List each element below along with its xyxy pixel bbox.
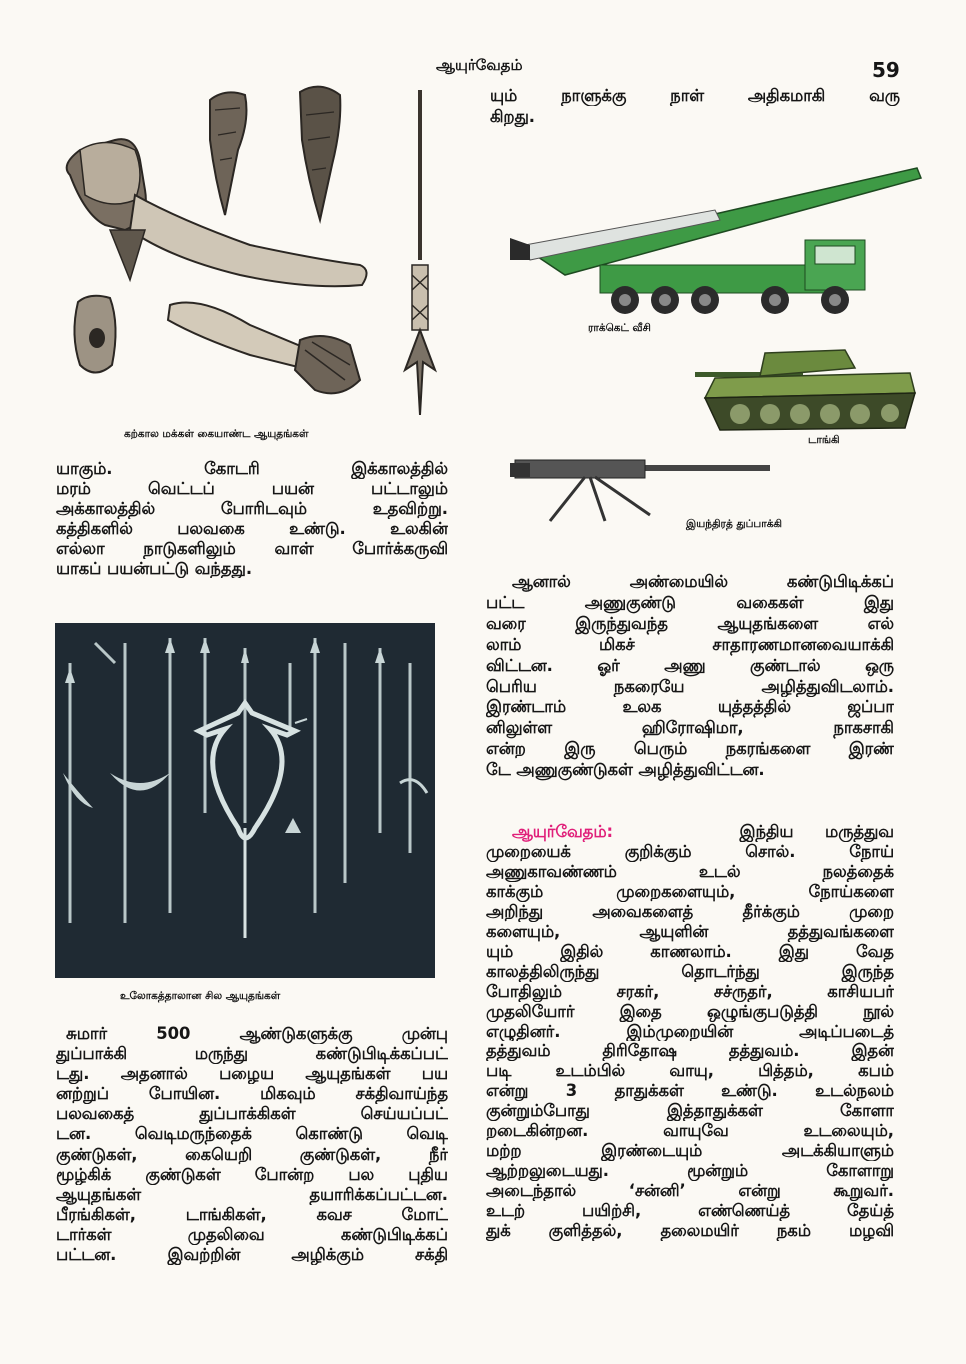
text-line: துப்பாக்கி மருந்து கண்டுபிடிக்கப்பட்: [56, 1044, 448, 1064]
text-line: பட்ட அணுகுண்டு வகைகள் இது: [486, 592, 894, 612]
text-line: காலத்திலிருந்து தொடர்ந்து இருந்த: [486, 961, 894, 981]
text-line: குன்றும்போது இத்தாதுக்கள் கோளா: [486, 1101, 894, 1121]
ayurveda-first-rest: இந்திய மருத்துவ: [739, 822, 894, 841]
text-line: பீரங்கிகள், டாங்கிகள், கவச மோட்: [56, 1204, 448, 1224]
ayurveda-first-line: [486, 822, 894, 842]
text-line: முறையைக் குறிக்கும் சொல். நோய்: [486, 841, 894, 861]
text-line: தத்துவம் திரிதோஷ தத்துவம். இதன்: [486, 1041, 894, 1061]
text-line: என்ற இரு பெரும் நகரங்களை இரண்: [486, 739, 894, 759]
machine-gun-figure: [510, 455, 775, 525]
text-line: யாகப் பயன்பட்டு வந்தது.: [56, 558, 253, 578]
text-line: யும் நாளுக்கு நாள் அதிகமாகி வரு: [490, 86, 900, 105]
text-line: மரம் வெட்டப் பயன் பட்டாலும்: [56, 478, 448, 498]
rocket-launcher-caption: ராக்கெட் வீசி: [588, 322, 651, 334]
text-line: லாம் மிகச் சாதாரணமானவையாக்கி: [486, 634, 894, 654]
text-line: ஆற்றலுடையது. மூன்றும் கோளாறு: [486, 1161, 894, 1181]
text-line: என்று 3 தாதுக்கள் உண்டு. உடல்நலம்: [486, 1081, 894, 1101]
text-line: கத்திகளில் பலவகை உண்டு. உலகின்: [56, 518, 448, 538]
metal-weapons-illustration: [55, 623, 435, 978]
text-line: விட்டன. ஓர் அணு குண்டால் ஒரு: [486, 655, 894, 675]
stone-age-caption: கற்கால மக்கள் கையாண்ட ஆயுதங்கள்: [124, 428, 309, 440]
text-line: கிறது.: [490, 107, 536, 126]
text-line: துக் குளித்தல், தலைமயிர் நகம் மழவி: [486, 1221, 894, 1241]
tank-caption: டாங்கி: [808, 434, 840, 446]
text-line: ஆயுதங்கள் தயாரிக்கப்பட்டன.: [56, 1184, 448, 1204]
metal-weapons-caption: உலோகத்தாலான சில ஆயுதங்கள்: [120, 990, 281, 1002]
text-line: அறிந்து அவைகளைத் தீர்க்கும் முறை: [486, 901, 894, 921]
right-paragraph-top: [490, 85, 900, 127]
text-line: னிலுள்ள ஹிரோஷிமா, நாகசாகி: [486, 718, 894, 738]
running-header: ஆயுர்வேதம்: [436, 56, 523, 74]
text-line: டது. அதனால் பழைய ஆயுதங்கள் பய: [56, 1064, 448, 1084]
text-line: முதலியோர் இதை ஒழுங்குபடுத்தி நூல்: [486, 1001, 894, 1021]
left-paragraph-2: [56, 1024, 448, 1265]
left-paragraph-1: [56, 459, 448, 578]
right-paragraph-atom: [486, 572, 894, 781]
text-line: போதிலும் சரகர், சச்ருதர், காசியபர்: [486, 981, 894, 1001]
text-line: படி உடம்பில் வாயு, பித்தம், கபம்: [486, 1061, 894, 1081]
text-line: உடற் பயிற்சி, எண்ணெய்த் தேய்த்: [486, 1201, 894, 1221]
text-line: பலவகைத் துப்பாக்கிகள் செய்யப்பட்: [56, 1104, 448, 1124]
ayurveda-term: ஆயுர்வேதம்:: [512, 822, 614, 841]
text-line: அடைந்தால் ‘சன்னி’ என்று கூறுவர்.: [486, 1181, 894, 1201]
text-line: குண்டுகள், கையெறி குண்டுகள், நீர்: [56, 1144, 448, 1164]
machine-gun-illustration: [510, 455, 775, 525]
text-line: னற்றுப் போயின. மிகவும் சக்திவாய்ந்த: [56, 1084, 448, 1104]
text-line: மற்ற இரண்டையும் அடக்கியாளும்: [486, 1141, 894, 1161]
metal-weapons-photo: [55, 623, 435, 978]
stone-age-weapons-figure: [50, 80, 450, 420]
text-line: யும் இதில் காணலாம். இது வேத: [486, 941, 894, 961]
text-line: டே அணுகுண்டுகள் அழித்துவிட்டன.: [486, 760, 765, 780]
text-line: களையும், ஆயுளின் தத்துவங்களை: [486, 921, 894, 941]
text-line: வரை இருந்துவந்த ஆயுதங்களை எல்: [486, 613, 894, 633]
text-line: யாகும். கோடரி இக்காலத்தில்: [56, 459, 448, 478]
right-paragraph-ayurveda: [486, 822, 894, 1241]
text-line: அக்காலத்தில் போரிடவும் உதவிற்று.: [56, 498, 448, 518]
text-line: டார்கள் முதலிவை கண்டுபிடிக்கப்: [56, 1224, 448, 1244]
tank-illustration: [695, 338, 920, 433]
machine-gun-caption: இயந்திரத் துப்பாக்கி: [686, 518, 783, 530]
page-number: 59: [872, 58, 900, 82]
stone-age-weapons-illustration: [50, 80, 450, 420]
text-line: அணுகாவண்ணம் உடல் நலத்தைக்: [486, 861, 894, 881]
text-line: றடைகின்றன. வாயுவே உடலையும்,: [486, 1121, 894, 1141]
text-line: டன. வெடிமருந்தைக் கொண்டு வெடி: [56, 1124, 448, 1144]
rocket-launcher-figure: [505, 160, 925, 320]
text-line: எல்லா நாடுகளிலும் வாள் போர்க்கருவி: [56, 538, 448, 558]
text-line: இரண்டாம் உலக யுத்தத்தில் ஜப்பா: [486, 697, 894, 717]
text-line: மூழ்கிக் குண்டுகள் போன்ற பல புதிய: [56, 1164, 448, 1184]
text-line: சுமார் 500 ஆண்டுகளுக்கு முன்பு: [66, 1024, 448, 1043]
text-line: காக்கும் முறைகளையும், நோய்களை: [486, 881, 894, 901]
rocket-launcher-illustration: [505, 160, 925, 320]
text-line: பட்டன. இவற்றின் அழிக்கும் சக்தி: [56, 1245, 448, 1265]
text-line: பெரிய நகரையே அழித்துவிடலாம்.: [486, 676, 894, 696]
text-line: ஆனால் அண்மையில் கண்டுபிடிக்கப்: [512, 572, 894, 591]
tank-figure: [695, 338, 920, 433]
text-line: எழுதினர். இம்முறையின் அடிப்படைத்: [486, 1021, 894, 1041]
